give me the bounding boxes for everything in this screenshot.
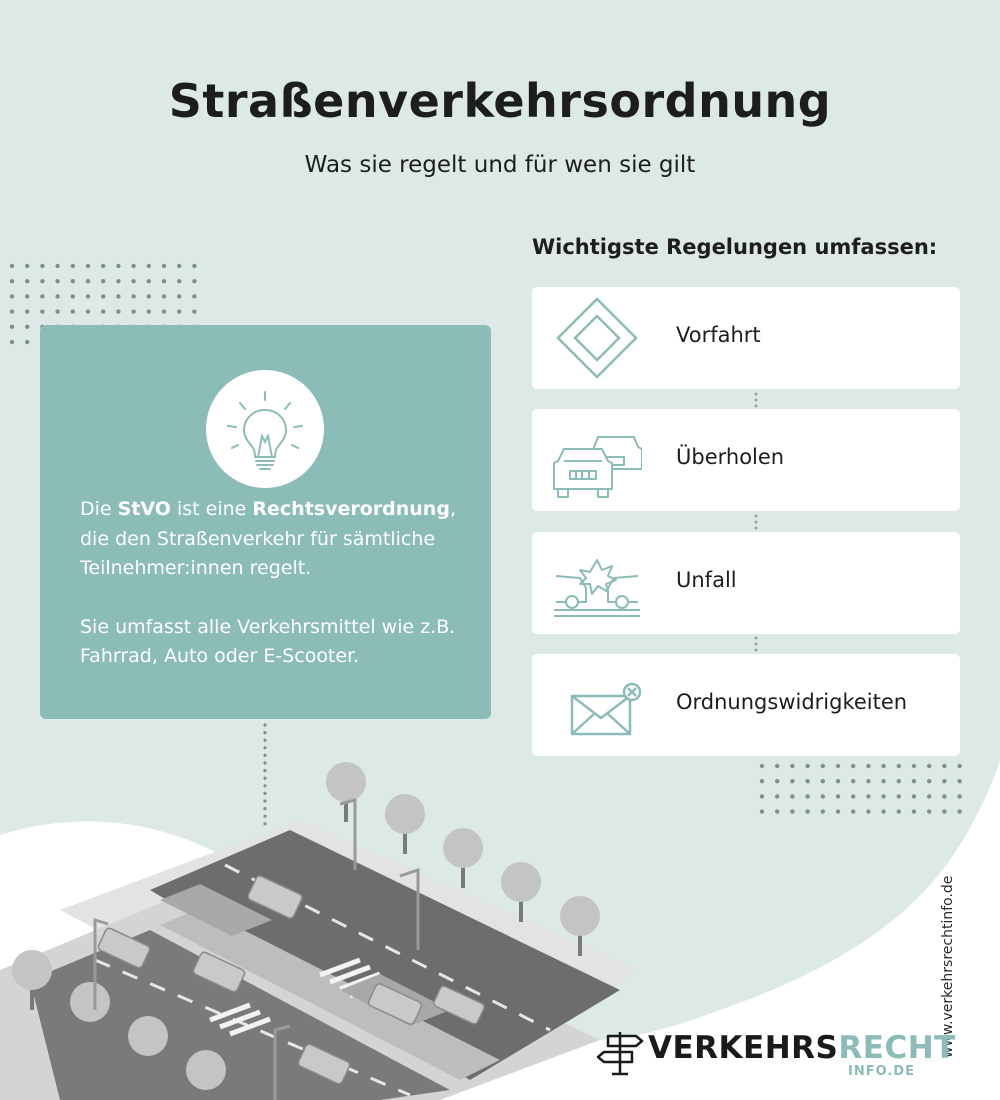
decor-dot	[10, 340, 14, 344]
decor-dot	[912, 809, 916, 813]
decor-dot	[86, 294, 90, 298]
signpost-icon	[596, 1030, 644, 1076]
connector-dots	[754, 634, 758, 654]
decor-dot	[912, 794, 916, 798]
decor-dot	[897, 794, 901, 798]
decor-dot	[40, 309, 44, 313]
decor-dot	[775, 809, 779, 813]
decor-dot	[162, 294, 166, 298]
info-text	[80, 495, 480, 701]
decor-dot	[760, 794, 764, 798]
decor-dot	[927, 809, 931, 813]
decor-dot	[263, 739, 266, 742]
decor-dot	[263, 746, 266, 749]
decor-dot	[760, 779, 764, 783]
decor-dot	[131, 309, 135, 313]
decor-dot	[101, 264, 105, 268]
decor-dot	[836, 809, 840, 813]
decor-dot	[790, 764, 794, 768]
decor-dot	[775, 779, 779, 783]
decor-dot	[897, 779, 901, 783]
decor-dot	[71, 279, 75, 283]
decor-dot	[10, 294, 14, 298]
decor-dot	[942, 809, 946, 813]
decor-dot	[851, 794, 855, 798]
decor-dot	[40, 294, 44, 298]
decor-dot	[760, 809, 764, 813]
decor-dot	[821, 779, 825, 783]
decor-dot	[881, 779, 885, 783]
rule-card-vorfahrt	[532, 287, 960, 389]
decor-dot	[957, 764, 961, 768]
decor-dot	[927, 794, 931, 798]
brand-logo	[596, 1030, 956, 1080]
decor-dot	[821, 794, 825, 798]
page-title: Straßenverkehrsordnung	[168, 74, 832, 128]
decor-dot	[836, 779, 840, 783]
decor-dot	[821, 809, 825, 813]
decor-dot	[805, 794, 809, 798]
rule-card-ordnungswidrigkeiten	[532, 654, 960, 756]
decor-dot	[775, 794, 779, 798]
decor-dot	[942, 779, 946, 783]
decor-dot	[25, 325, 29, 329]
logo-domain: INFO.DE	[848, 1064, 915, 1079]
decor-dot	[836, 764, 840, 768]
decor-dot	[131, 264, 135, 268]
decor-dot	[147, 294, 151, 298]
connector-dots	[754, 390, 758, 410]
decor-dot	[192, 279, 196, 283]
decor-dot	[40, 264, 44, 268]
decor-dot	[116, 279, 120, 283]
decor-dot	[790, 794, 794, 798]
priority-road-sign-icon	[552, 295, 642, 381]
decor-dot	[177, 294, 181, 298]
decor-dot	[263, 723, 266, 726]
decor-dot	[192, 264, 196, 268]
logo-wordmark: VERKEHRSRECHT	[648, 1030, 956, 1066]
rule-label: Vorfahrt	[676, 323, 761, 347]
info-paragraph-1: Die StVO ist eine Rechtsverordnung, die den Straßenverkehr für sämtliche Teilnehmer:innen regelt.	[80, 498, 456, 579]
decor-dot	[881, 764, 885, 768]
rule-label: Überholen	[676, 445, 785, 469]
decor-dot	[55, 294, 59, 298]
decor-dot	[25, 309, 29, 313]
decor-dot	[116, 294, 120, 298]
decor-dot	[942, 764, 946, 768]
decor-dot	[10, 279, 14, 283]
decor-dot	[101, 279, 105, 283]
rule-label: Unfall	[676, 568, 737, 592]
decor-dot	[101, 294, 105, 298]
decor-dot	[71, 264, 75, 268]
decor-dot	[866, 794, 870, 798]
decor-dot	[957, 794, 961, 798]
decor-dot	[162, 279, 166, 283]
decor-dot	[40, 279, 44, 283]
decor-dot	[912, 779, 916, 783]
decor-dot	[86, 309, 90, 313]
decor-dot	[851, 764, 855, 768]
decor-dot	[957, 809, 961, 813]
decor-dot	[866, 809, 870, 813]
rules-heading: Wichtigste Regelungen umfassen:	[532, 235, 938, 259]
decor-dot	[836, 794, 840, 798]
decor-dot	[897, 764, 901, 768]
decor-dot	[805, 809, 809, 813]
decor-dot	[131, 279, 135, 283]
decor-dot	[821, 764, 825, 768]
dot-pattern-right	[758, 762, 968, 832]
decor-dot	[177, 279, 181, 283]
decor-dot	[55, 309, 59, 313]
car-crash-icon	[552, 540, 642, 626]
decor-dot	[790, 779, 794, 783]
street-illustration	[0, 760, 660, 1100]
decor-dot	[71, 309, 75, 313]
rule-card-ueberholen	[532, 409, 960, 511]
rule-label: Ordnungswidrigkeiten	[676, 690, 908, 714]
decor-dot	[263, 731, 266, 734]
info-paragraph-2: Sie umfasst alle Verkehrsmittel wie z.B. Fahrrad, Auto oder E-Scooter.	[80, 615, 456, 667]
decor-dot	[957, 779, 961, 783]
decor-dot	[25, 340, 29, 344]
decor-dot	[162, 309, 166, 313]
decor-dot	[881, 809, 885, 813]
decor-dot	[192, 309, 196, 313]
decor-dot	[851, 809, 855, 813]
decor-dot	[192, 294, 196, 298]
decor-dot	[177, 309, 181, 313]
decor-dot	[775, 764, 779, 768]
connector-dots	[754, 512, 758, 532]
decor-dot	[86, 279, 90, 283]
page-subtitle: Was sie regelt und für wen sie gilt	[304, 152, 696, 178]
decor-dot	[760, 764, 764, 768]
decor-dot	[10, 309, 14, 313]
decor-dot	[101, 309, 105, 313]
overtaking-cars-icon	[552, 417, 642, 503]
decor-dot	[147, 309, 151, 313]
decor-dot	[927, 779, 931, 783]
website-url: www.verkehrsrechtinfo.de	[940, 875, 956, 1058]
decor-dot	[790, 809, 794, 813]
decor-dot	[147, 279, 151, 283]
decor-dot	[10, 264, 14, 268]
decor-dot	[131, 294, 135, 298]
decor-dot	[866, 779, 870, 783]
lightbulb-badge	[206, 370, 324, 488]
lightbulb-icon	[206, 370, 324, 488]
rule-card-unfall	[532, 532, 960, 634]
decor-dot	[116, 264, 120, 268]
fine-letter-icon	[552, 662, 642, 748]
decor-dot	[25, 264, 29, 268]
decor-dot	[805, 764, 809, 768]
decor-dot	[55, 264, 59, 268]
decor-dot	[10, 325, 14, 329]
decor-dot	[116, 309, 120, 313]
decor-dot	[71, 294, 75, 298]
decor-dot	[912, 764, 916, 768]
decor-dot	[851, 779, 855, 783]
decor-dot	[897, 809, 901, 813]
decor-dot	[162, 264, 166, 268]
decor-dot	[25, 279, 29, 283]
decor-dot	[927, 764, 931, 768]
decor-dot	[866, 764, 870, 768]
decor-dot	[177, 264, 181, 268]
decor-dot	[86, 264, 90, 268]
decor-dot	[55, 279, 59, 283]
decor-dot	[942, 794, 946, 798]
decor-dot	[805, 779, 809, 783]
decor-dot	[147, 264, 151, 268]
info-card	[40, 325, 491, 719]
decor-dot	[25, 294, 29, 298]
decor-dot	[881, 794, 885, 798]
decor-dot	[263, 754, 266, 757]
